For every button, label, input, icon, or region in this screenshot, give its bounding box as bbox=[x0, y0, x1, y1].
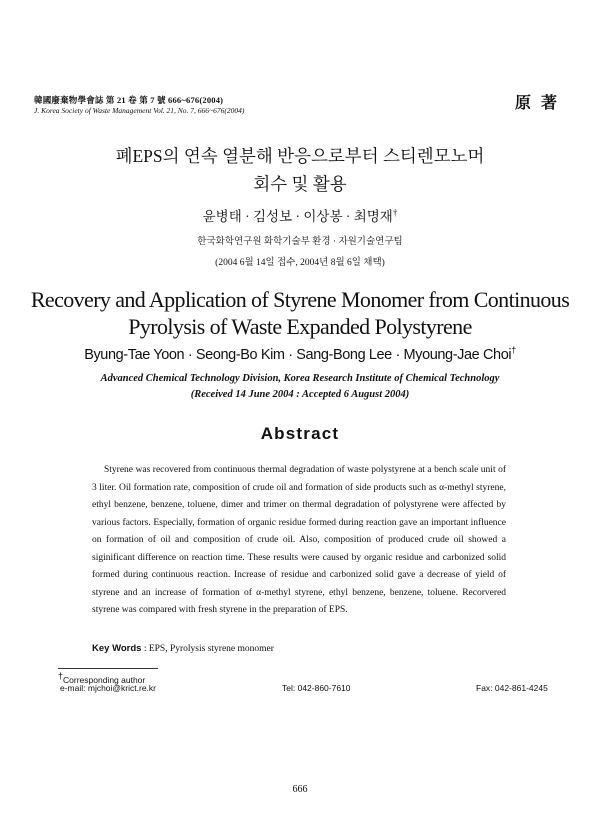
abstract-heading: Abstract bbox=[260, 424, 340, 443]
english-author-names: Byung-Tae Yoon · Seong-Bo Kim · Sang-Bong Lee · Myoung-Jae Choi bbox=[84, 346, 512, 363]
footnote-divider bbox=[58, 668, 158, 669]
footnote-label: Corresponding author bbox=[63, 674, 146, 685]
english-dates: (Received 14 June 2004 : Accepted 6 August 2004) bbox=[190, 389, 410, 400]
journal-title-english: J. Korea Society of Waste Management Vol. 21, No. 7, 666~676(2004) bbox=[34, 106, 245, 115]
korean-authors bbox=[0, 205, 600, 225]
footnote-tel: Tel: 042-860-7610 bbox=[282, 683, 351, 693]
korean-author-names: 윤병태 · 김성보 · 이상봉 · 최명재 bbox=[202, 209, 393, 224]
article-type-label: 原 著 bbox=[514, 95, 560, 112]
korean-title-line-2: 회수 및 활용 bbox=[253, 174, 347, 194]
keywords-label: Key Words bbox=[92, 643, 142, 654]
footnote-fax: Fax: 042-861-4245 bbox=[476, 683, 548, 693]
english-affiliation: Advanced Chemical Technology Division, Korea Research Institute of Chemical Technology bbox=[100, 373, 500, 384]
english-title-line-2: Pyrolysis of Waste Expanded Polystyrene bbox=[128, 314, 472, 339]
footnote-email: e-mail: mjchoi@krict.re.kr bbox=[60, 683, 156, 693]
page-number: 666 bbox=[292, 784, 308, 795]
keywords bbox=[92, 643, 274, 654]
english-authors bbox=[0, 345, 600, 363]
korean-affiliation: 한국화학연구원 화학기술부 환경 · 자원기술연구팀 bbox=[197, 237, 403, 247]
english-title-line-1: Recovery and Application of Styrene Monomer from Continuous bbox=[30, 287, 570, 312]
abstract-body: Styrene was recovered from continuous thermal degradation of waste polystyrene at a bench scale unit of 3 liter. Oil formation rate, composition of crude oil and formation of side products such as α-methyl styrene, ethyl benzene, benzene, toluene, dimer and trimer on thermal degradation of polystyrene were affected by various factors. Especially, formation of organic residue formed during reaction gave an important influence on formation of oil and composition of crude oil. Also, composition of produced crude oil showed a siginificant difference on reaction time. These results were caused by organic residue and carbonized solid formed during continuous reaction. Increase of residue and carbonized solid gave a decrease of yield of styrene and an increase of formation of α-methyl styrene, ethyl benzene, benzene, toluene. Recorvered styrene was compared with fresh styrene in the preparation of EPS. bbox=[92, 465, 506, 615]
keywords-value: : EPS, Pyrolysis styrene monomer bbox=[143, 644, 274, 654]
journal-title-korean: 韓國廢棄物學會誌 第 21 卷 第 7 號 666~676(2004) bbox=[34, 95, 224, 105]
footnote-mark: † bbox=[58, 671, 64, 681]
corresponding-author-mark-en: † bbox=[511, 345, 516, 355]
korean-title-line-1: 폐EPS의 연속 열분해 반응으로부터 스티렌모노머 bbox=[115, 146, 485, 166]
korean-dates: (2004 6월 14일 접수, 2004년 8월 6일 채택) bbox=[215, 258, 385, 268]
corresponding-author-mark: † bbox=[392, 207, 398, 218]
